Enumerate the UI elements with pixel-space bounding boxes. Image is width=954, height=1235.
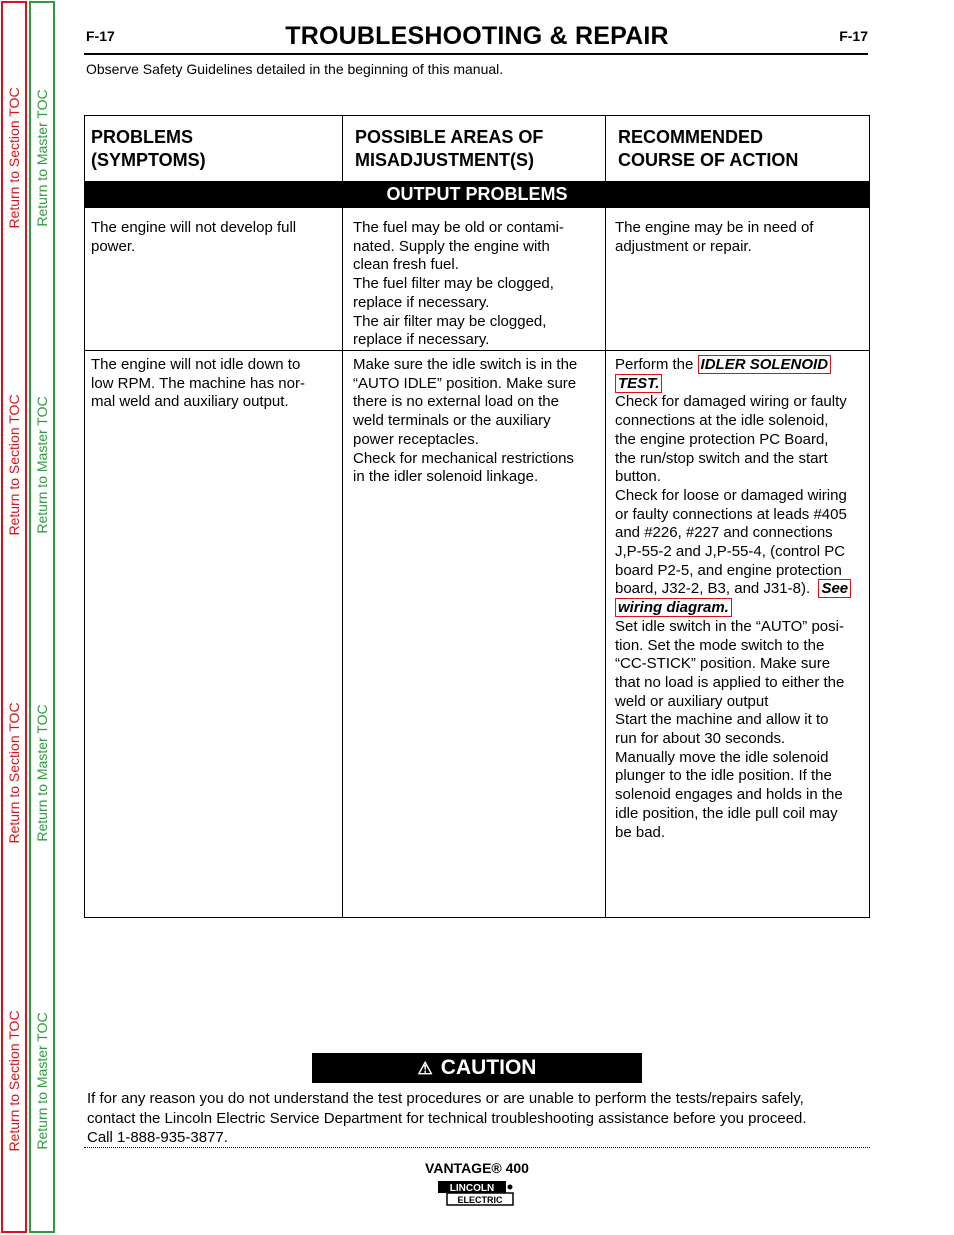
caution-text: If for any reason you do not understand the test procedures or are unable to perform the tests/repairs safely, contact the Lincoln Electric Service Department for technical troubleshooting assistance before you proceed. Call 1-888-935-3877. [87, 1090, 807, 1146]
idler-solenoid-test-link[interactable]: IDLER SOLENOID [698, 355, 832, 374]
column-divider [342, 116, 343, 181]
lincoln-electric-logo [437, 1180, 515, 1206]
return-to-section-toc-link[interactable]: Return to Section TOC [6, 394, 22, 536]
row1-action: The engine may be in need of adjustment or repair. [615, 219, 814, 255]
footer-divider [84, 1147, 870, 1148]
master-toc-bar [29, 1, 55, 1233]
column-header-areas: POSSIBLE AREAS OF MISADJUSTMENT(S) [355, 127, 544, 170]
return-to-master-toc-link[interactable]: Return to Master TOC [34, 396, 50, 534]
troubleshooting-table [84, 115, 870, 918]
warning-triangle-icon: ⚠ [417, 1059, 433, 1078]
row2-areas: Make sure the idle switch is in the “AUTO IDLE” position. Make sure there is no external load on the weld terminals or the auxiliary power receptacles. Check for mechanical restrictions in the idler solenoid linkage. [353, 356, 578, 486]
model-name: VANTAGE® 400 [425, 1160, 529, 1176]
caution-label: CAUTION [440, 1056, 537, 1079]
page-title: TROUBLESHOOTING & REPAIR [285, 22, 669, 50]
safety-note: Observe Safety Guidelines detailed in the beginning of this manual. [86, 61, 504, 77]
header-divider [84, 53, 868, 55]
return-to-section-toc-link[interactable]: Return to Section TOC [6, 702, 22, 844]
wiring-diagram-link[interactable]: wiring diagram. [615, 598, 732, 617]
page-code-right: F-17 [839, 28, 868, 44]
page-code-left: F-17 [86, 28, 115, 44]
return-to-section-toc-link[interactable]: Return to Section TOC [6, 1010, 22, 1152]
column-divider [605, 116, 606, 181]
logo-text-bottom: ELECTRIC [457, 1195, 503, 1205]
return-to-master-toc-link[interactable]: Return to Master TOC [34, 1012, 50, 1150]
column-divider [605, 208, 606, 918]
row1-areas: The fuel may be old or contami- nated. Supply the engine with clean fresh fuel. The fuel filter may be clogged, replace if necessary. The air filter may be clogged, replace if necessary. [353, 219, 564, 349]
column-header-problems: PROBLEMS (SYMPTOMS) [91, 127, 206, 170]
return-to-master-toc-link[interactable]: Return to Master TOC [34, 704, 50, 842]
section-toc-bar [1, 1, 27, 1233]
caution-banner [312, 1053, 642, 1083]
logo-text-top: LINCOLN [449, 1183, 495, 1194]
section-banner: OUTPUT PROBLEMS [85, 181, 869, 208]
row2-action: Perform the IDLER SOLENOID TEST. Check for damaged wiring or faulty connections at the idle solenoid, the engine protection PC Board, the run/stop switch and the start button. Check for loose or damaged wiring or faulty connections at leads #405 and #226, #227 and connections J,P-55-2 and J,P-55-4, (control PC board P2-5, and engine protection board, J32-2, B3, and J31-8). See wiring diagram. Set idle switch in the “AUTO” posi- tion. Set the mode switch to the “CC-STICK” position. Make sure that no load is applied to either the weld or auxiliary output Start the machine and allow it to run for about 30 seconds. Manually move the idle solenoid plunger to the idle position. If the solenoid engages and holds in the idle position, the idle pull coil may be bad. [615, 356, 867, 842]
row1-problem: The engine will not develop full power. [91, 219, 297, 255]
return-to-master-toc-link[interactable]: Return to Master TOC [34, 89, 50, 227]
column-divider [342, 208, 343, 918]
column-header-actions: RECOMMENDED COURSE OF ACTION [618, 127, 799, 170]
see-wiring-diagram-link[interactable]: See [818, 579, 851, 598]
return-to-section-toc-link[interactable]: Return to Section TOC [6, 87, 22, 229]
row-divider [85, 350, 869, 351]
idler-solenoid-test-link-cont[interactable]: TEST. [615, 374, 662, 393]
row2-problem: The engine will not idle down to low RPM. The machine has nor- mal weld and auxiliary output. [91, 356, 305, 411]
